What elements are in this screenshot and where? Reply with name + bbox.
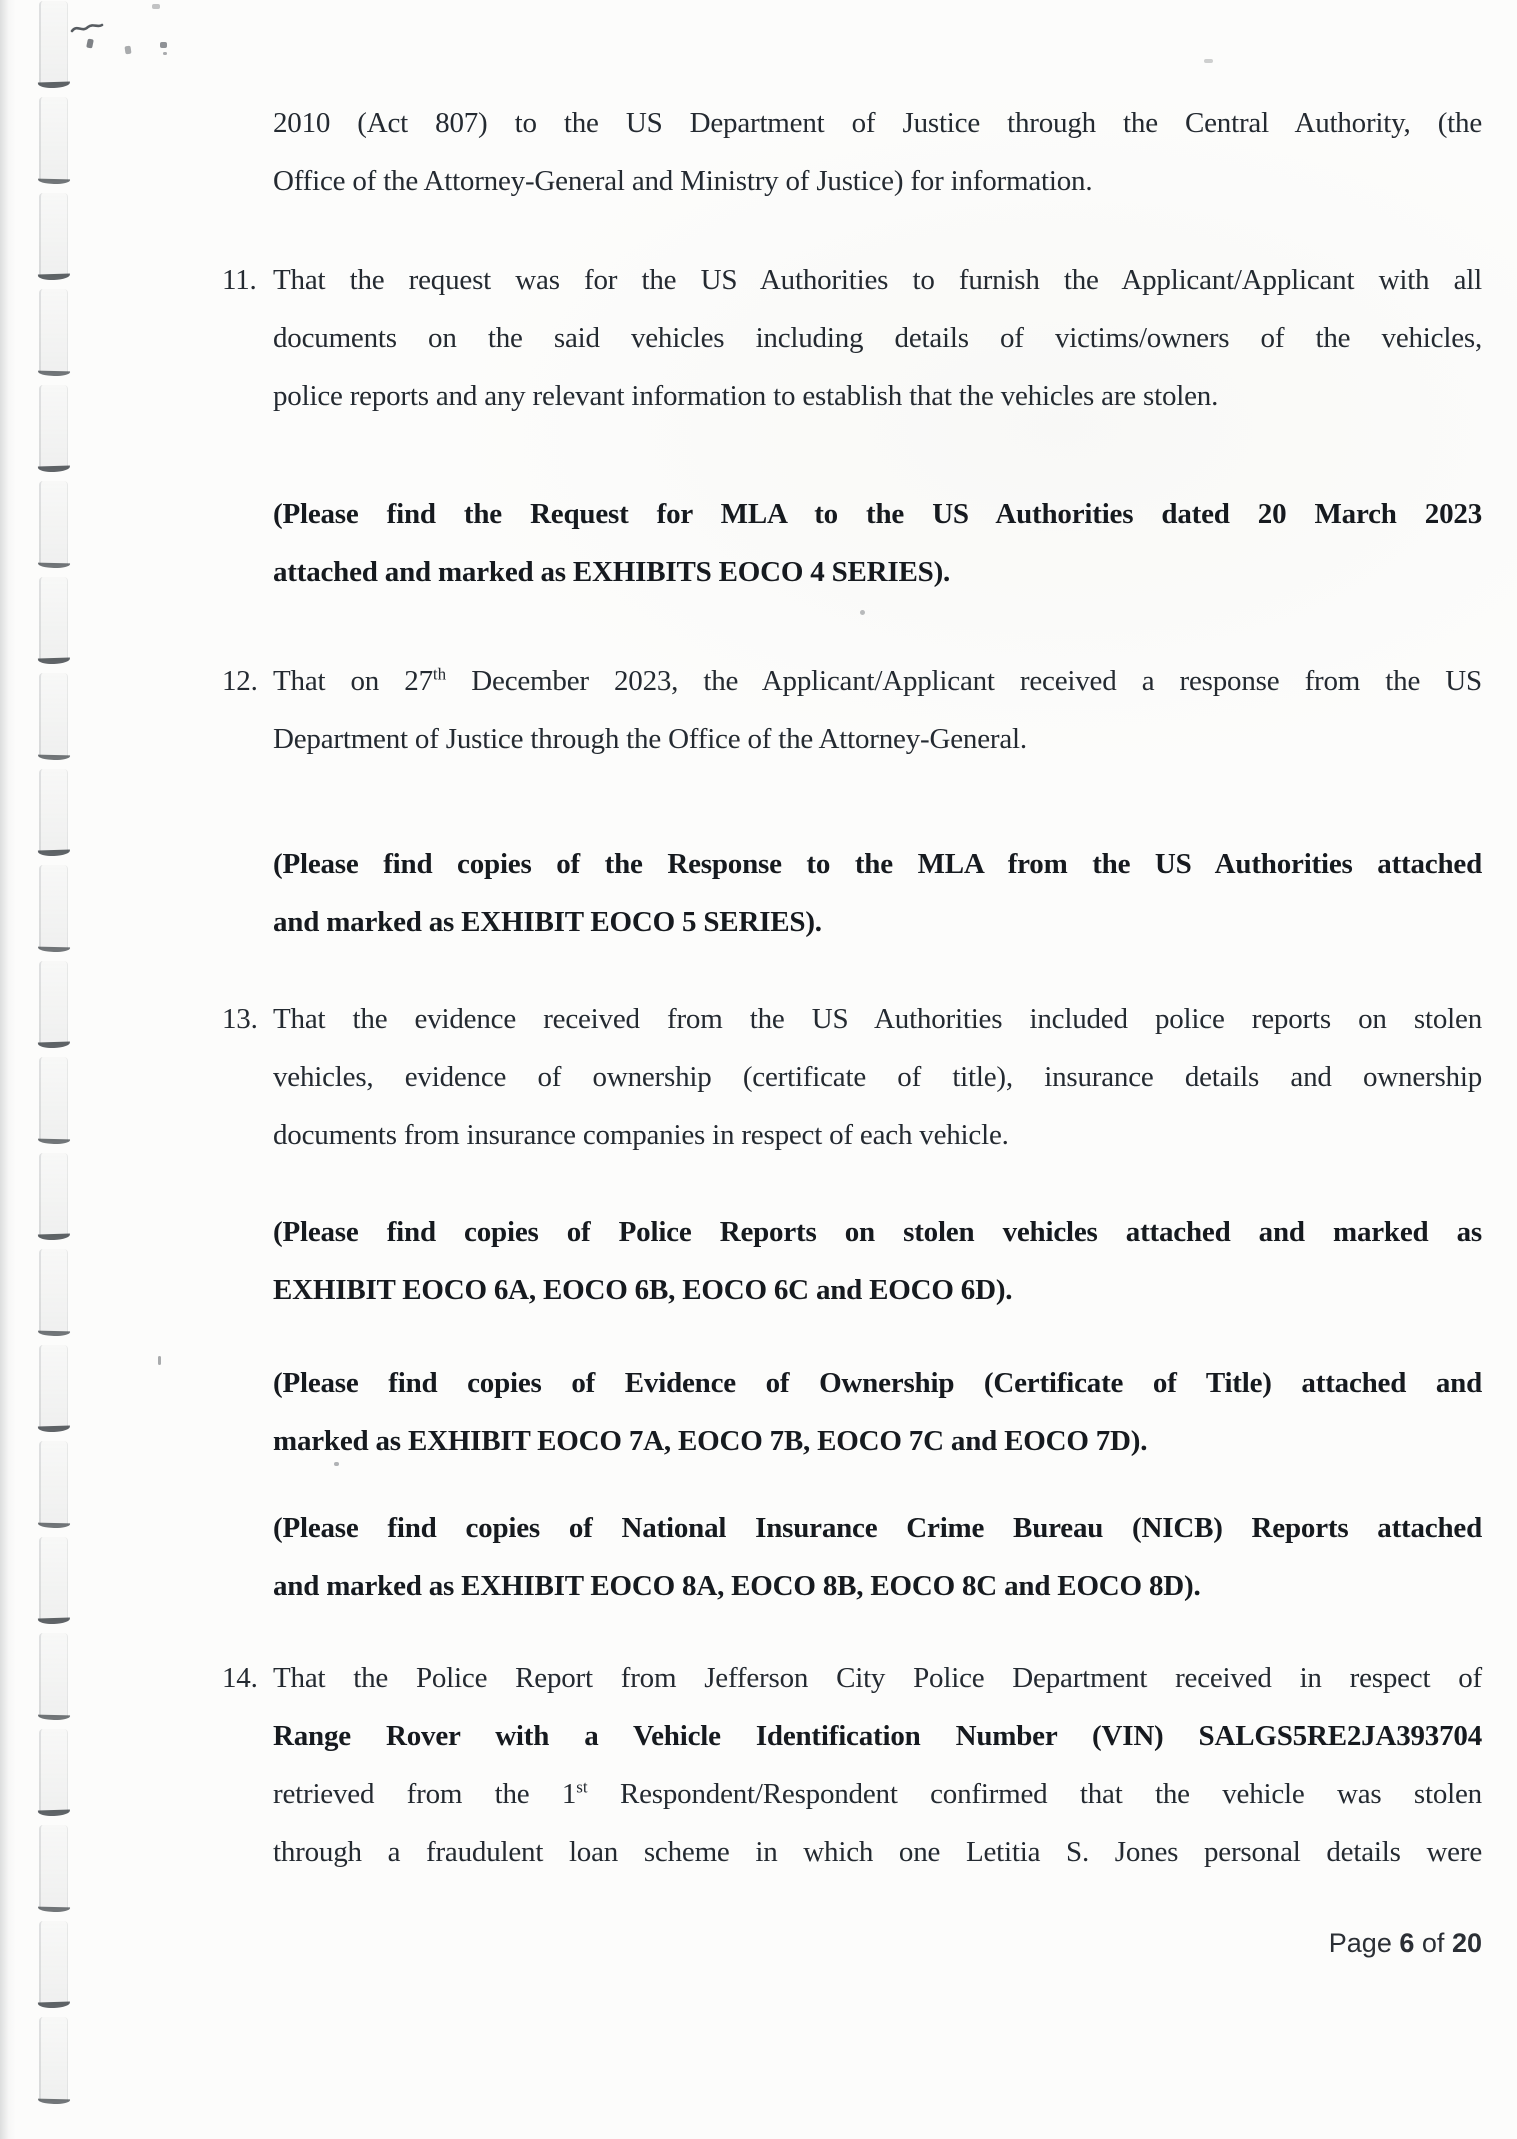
scan-speck xyxy=(86,38,94,48)
text-line: through a fraudulent loan scheme in which one Letitia S. Jones personal details were xyxy=(273,1836,1482,1868)
binding-mark xyxy=(39,385,68,469)
paragraph-number: 11. xyxy=(222,264,257,296)
text-line: That the request was for the US Authorities to furnish the Applicant/Applicant with all xyxy=(273,264,1482,296)
exhibit-note xyxy=(273,835,1482,951)
binding-mark xyxy=(39,1921,68,2005)
text-line: Department of Justice through the Office of the Attorney-General. xyxy=(273,723,1027,755)
text-line: That on 27th December 2023, the Applicant/Applicant received a response from the US xyxy=(273,664,1482,697)
text-line: vehicles, evidence of ownership (certificate of title), insurance details and ownership xyxy=(273,1061,1482,1093)
exhibit-note xyxy=(273,485,1482,601)
scan-speck xyxy=(158,1356,161,1365)
binding-mark xyxy=(39,673,68,757)
text-line: That the Police Report from Jefferson City Police Department received in respect of xyxy=(273,1662,1482,1694)
scan-speck xyxy=(152,4,160,9)
text-line: EXHIBIT EOCO 6A, EOCO 6B, EOCO 6C and EOCO 6D). xyxy=(273,1274,1013,1306)
exhibit-note xyxy=(273,1354,1482,1470)
text-line: (Please find copies of National Insurance Crime Bureau (NICB) Reports attached xyxy=(273,1512,1482,1544)
binding-mark xyxy=(39,769,68,853)
binding-mark xyxy=(39,1825,68,1909)
text-line: Office of the Attorney-General and Ministry of Justice) for information. xyxy=(273,165,1093,197)
binding-mark xyxy=(39,2017,68,2101)
binding-mark xyxy=(39,577,68,661)
paragraph-number: 13. xyxy=(222,1003,258,1035)
text-line: That the evidence received from the US Authorities included police reports on stolen xyxy=(273,1003,1482,1035)
text-line: and marked as EXHIBIT EOCO 8A, EOCO 8B, EOCO 8C and EOCO 8D). xyxy=(273,1570,1201,1602)
paragraph xyxy=(273,94,1482,210)
paragraph-number: 12. xyxy=(222,665,258,697)
footer-of-label: of xyxy=(1421,1928,1445,1958)
text-line: police reports and any relevant information to establish that the vehicles are stolen. xyxy=(273,380,1219,412)
text-line: (Please find copies of Police Reports on stolen vehicles attached and marked as xyxy=(273,1216,1482,1248)
binding-mark xyxy=(39,1537,68,1621)
page-footer xyxy=(1329,1928,1482,1959)
text-line: marked as EXHIBIT EOCO 7A, EOCO 7B, EOCO 7C and EOCO 7D). xyxy=(273,1425,1148,1457)
text-line: retrieved from the 1st Respondent/Respondent confirmed that the vehicle was stolen xyxy=(273,1777,1482,1810)
text-line: documents on the said vehicles including details of victims/owners of the vehicles, xyxy=(273,322,1482,354)
footer-total-pages: 20 xyxy=(1451,1928,1482,1958)
footer-page-number: 6 xyxy=(1399,1928,1415,1958)
binding-mark xyxy=(39,961,68,1045)
binding-mark xyxy=(39,481,68,565)
binding-mark xyxy=(39,1153,68,1237)
binding-mark xyxy=(39,1633,68,1717)
binding-mark xyxy=(39,1,68,85)
binding-mark xyxy=(39,1729,68,1813)
exhibit-note xyxy=(273,1499,1482,1615)
binding-mark xyxy=(39,97,68,181)
binding-mark xyxy=(39,289,68,373)
text-line: attached and marked as EXHIBITS EOCO 4 SERIES). xyxy=(273,556,951,588)
binding-mark xyxy=(39,1249,68,1333)
footer-page-label: Page xyxy=(1328,1928,1392,1958)
scan-speck xyxy=(124,46,131,55)
paragraph xyxy=(222,251,1482,425)
text-line: and marked as EXHIBIT EOCO 5 SERIES). xyxy=(273,906,822,938)
binding-marks xyxy=(0,0,90,2139)
binding-mark xyxy=(39,193,68,277)
text-line: 2010 (Act 807) to the US Department of Justice through the Central Authority, (the xyxy=(273,107,1482,139)
document-body xyxy=(222,0,1482,1881)
paragraph xyxy=(222,990,1482,1164)
text-line: (Please find the Request for MLA to the US Authorities dated 20 March 2023 xyxy=(273,498,1482,530)
binding-mark xyxy=(39,1057,68,1141)
text-line: (Please find copies of Evidence of Ownership (Certificate of Title) attached and xyxy=(273,1367,1482,1399)
scan-speck xyxy=(160,42,167,48)
text-line: documents from insurance companies in respect of each vehicle. xyxy=(273,1119,1009,1151)
text-line: (Please find copies of the Response to the MLA from the US Authorities attached xyxy=(273,848,1482,880)
paragraph-number: 14. xyxy=(222,1662,258,1694)
paragraph xyxy=(222,652,1482,768)
binding-mark xyxy=(39,1441,68,1525)
text-line: Range Rover with a Vehicle Identification Number (VIN) SALGS5RE2JA393704 xyxy=(273,1720,1482,1752)
binding-mark xyxy=(39,865,68,949)
paragraph xyxy=(222,1649,1482,1881)
scan-speck xyxy=(163,52,167,55)
binding-mark xyxy=(39,1345,68,1429)
exhibit-note xyxy=(273,1203,1482,1319)
handwritten-mark xyxy=(70,20,104,38)
